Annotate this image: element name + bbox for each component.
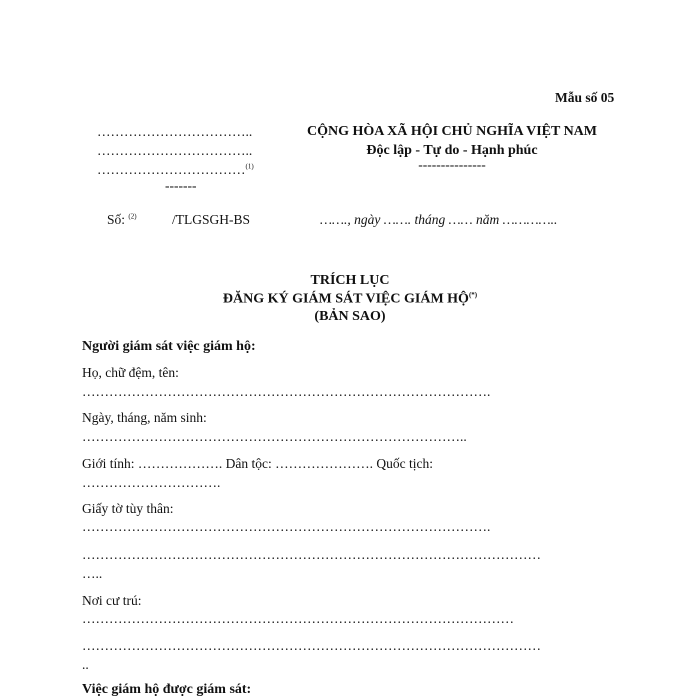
national-motto: Độc lập - Tự do - Hạnh phúc [366, 143, 538, 158]
agency-line-1: …………………………….. [97, 124, 253, 139]
title-copy: (BẢN SAO) [314, 309, 386, 324]
id-document-field-1: ………………………………………………………………………………. [82, 519, 491, 534]
agency-line-3 [97, 162, 254, 178]
name-label: Họ, chữ đệm, tên: [82, 365, 179, 380]
residence-field-2: ………………………………………………………………………………………… [82, 638, 541, 653]
number-line [107, 212, 137, 228]
dob-label: Ngày, tháng, năm sinh: [82, 410, 207, 425]
issue-date: ……., ngày ……. tháng …… năm ………….. [320, 212, 558, 227]
agency-line-2: …………………………….. [97, 143, 253, 158]
supervisor-heading: Người giám sát việc giám hộ: [82, 339, 256, 354]
title-sub-text: ĐĂNG KÝ GIÁM SÁT VIỆC GIÁM HỘ [222, 291, 469, 307]
document-code: /TLGSGH-BS [172, 212, 251, 227]
residence-label: Nơi cư trú: [82, 593, 142, 608]
number-note: (2) [128, 212, 137, 221]
form-number: Mẫu số 05 [555, 90, 615, 105]
residence-field-3: .. [82, 657, 89, 672]
agency-line-3-dots: …………………………… [97, 162, 246, 177]
nationality-field: …………………………. [82, 475, 221, 490]
name-field: ………………………………………………………………………………. [82, 384, 491, 399]
id-document-field-2: ………………………………………………………………………………………… [82, 547, 541, 562]
title-note: (*) [468, 291, 478, 299]
title-main: TRÍCH LỤC [310, 273, 390, 288]
country-name: CỘNG HÒA XÃ HỘI CHỦ NGHĨA VIỆT NAM [306, 124, 597, 139]
id-document-field-3: ….. [82, 566, 103, 581]
agency-separator: ------- [165, 178, 197, 193]
number-label: Số: [107, 212, 126, 227]
title-sub [150, 291, 550, 308]
id-document-label: Giấy tờ tùy thân: [82, 501, 174, 516]
supervised-guardianship-heading: Việc giám hộ được giám sát: [82, 682, 252, 697]
motto-separator: --------------- [418, 157, 486, 172]
gender-ethnicity-nationality: Giới tính: ………………. Dân tộc: …………………. Quốc tịch: [82, 456, 433, 471]
dob-field: ………………………………………………………………………….. [82, 429, 467, 444]
residence-field-1: …………………………………………………………………………………… [82, 611, 514, 626]
agency-note: (1) [245, 162, 254, 171]
